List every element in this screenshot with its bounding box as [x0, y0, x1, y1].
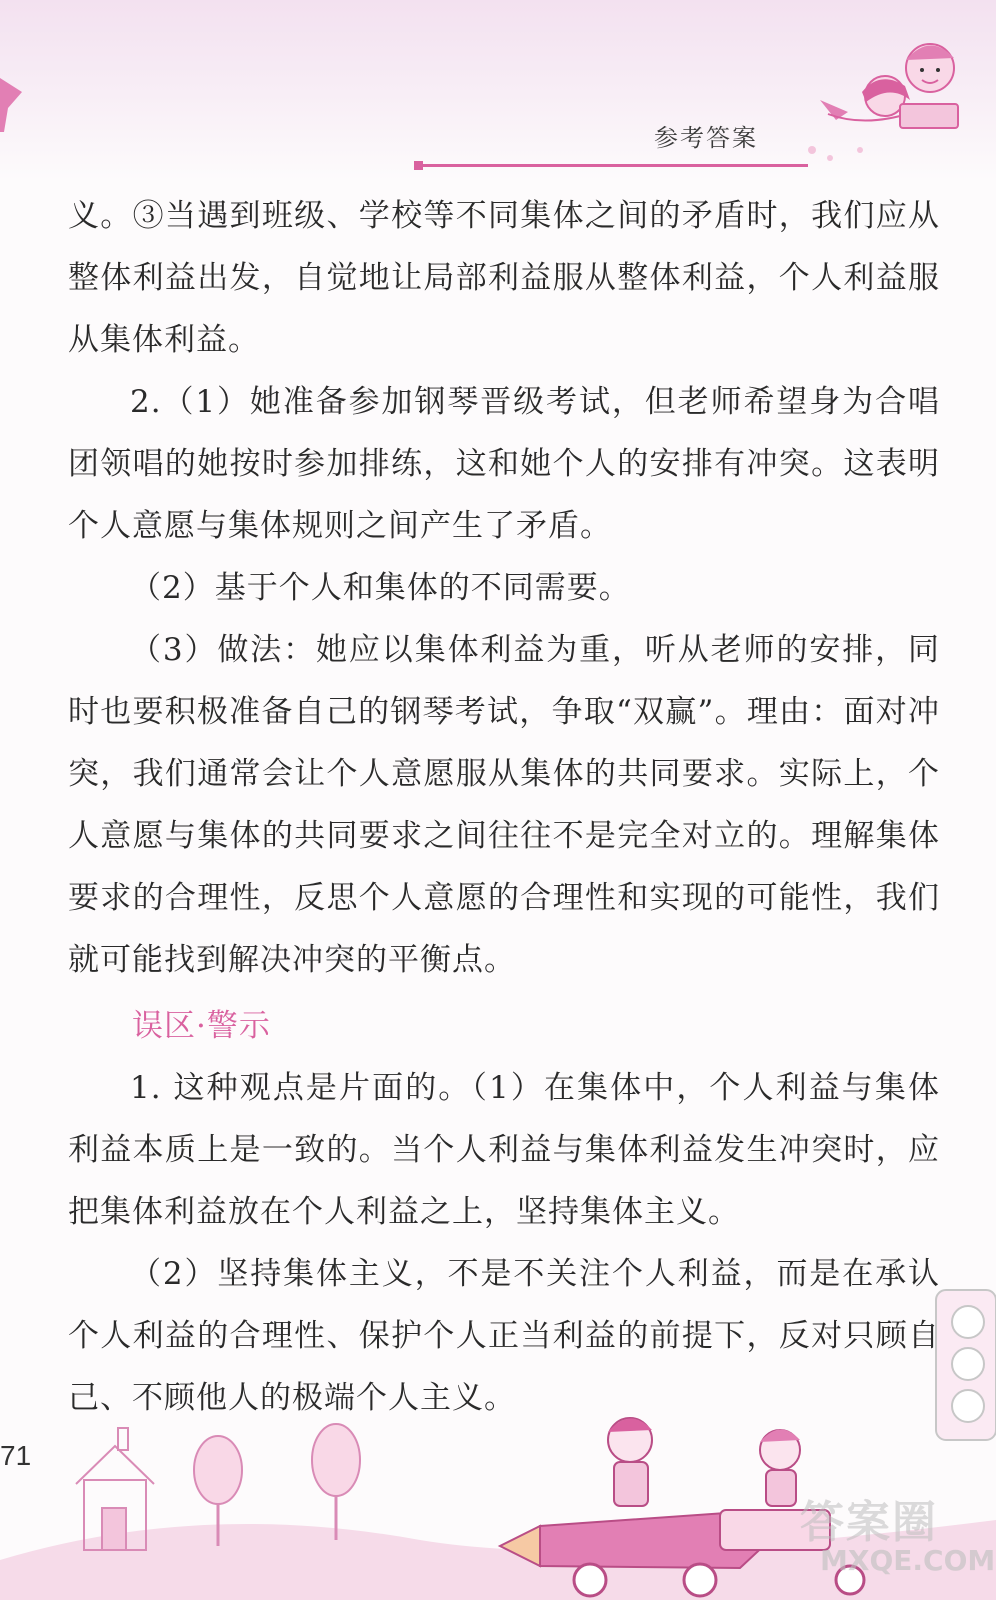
- answer-paragraph: 义。③当遇到班级、学校等不同集体之间的矛盾时，我们应从整体利益出发，自觉地让局部利益服从整体利益，个人利益服从集体利益。: [68, 198, 940, 358]
- section-paragraph: 1. 这种观点是片面的。（1）在集体中，个人利益与集体利益本质上是一致的。当个人利益与集体利益发生冲突时，应把集体利益放在个人利益之上，坚持集体主义。: [68, 1070, 940, 1230]
- answer-paragraph: 2.（1）她准备参加钢琴晋级考试，但老师希望身为合唱团领唱的她按时参加排练，这和她个人的安排有冲突。这表明个人意愿与集体规则之间产生了矛盾。: [68, 384, 940, 544]
- page-number: 71: [0, 1440, 32, 1471]
- section-heading: 误区·警示: [132, 1008, 271, 1044]
- section-paragraph: （2）坚持集体主义，不是不关注个人利益，而是在承认个人利益的合理性、保护个人正当利益的前提下，反对只顾自己、不顾他人的极端个人主义。: [68, 1256, 940, 1416]
- flag-icon: [0, 78, 22, 132]
- header-rule: [418, 164, 808, 167]
- reading-children-illustration: [808, 44, 958, 161]
- watermark-url: MXQE.COM: [820, 1544, 996, 1577]
- page-content: [68, 185, 940, 1429]
- traffic-light-icon: [936, 1290, 996, 1440]
- watermark-logo: 答案圈: [800, 1497, 938, 1548]
- answer-paragraph: （2）基于个人和集体的不同需要。: [130, 570, 631, 606]
- page-header-title: 参考答案: [654, 124, 758, 152]
- answer-paragraph: （3）做法：她应以集体利益为重，听从老师的安排，同时也要积极准备自己的钢琴考试，争取“双赢”。理由：面对冲突，我们通常会让个人意愿服从集体的共同要求。实际上，个人意愿与集体的共同要求之间往往不是完全对立的。理解集体要求的合理性，反思个人意愿的合理性和实现的可能性，我们就可能找到解决冲突的平衡点。: [68, 632, 940, 978]
